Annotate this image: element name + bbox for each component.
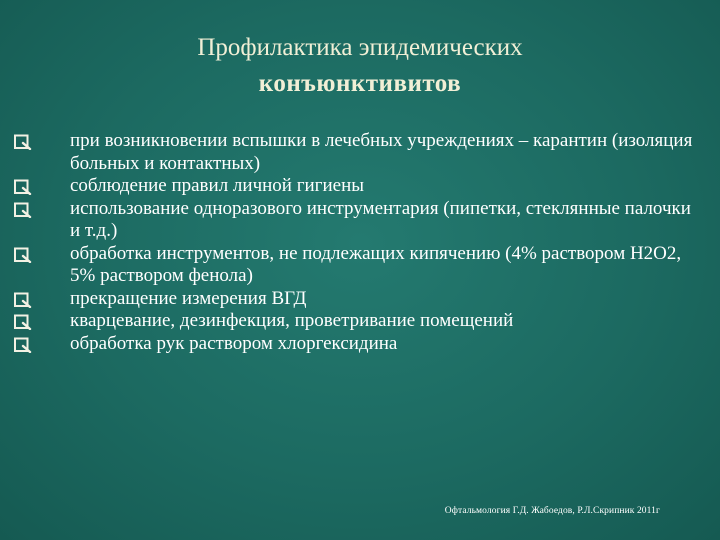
checkbox-bullet-icon	[14, 292, 32, 308]
bullet-item	[14, 198, 694, 243]
bullet-item	[14, 310, 694, 333]
checkbox-bullet-icon	[14, 202, 32, 218]
title-line-1: Профилактика эпидемических	[197, 34, 523, 61]
bullet-item	[14, 243, 694, 288]
bullet-text: кварцевание, дезинфекция, проветривание помещений	[70, 310, 514, 331]
bullet-item	[14, 333, 694, 356]
bullet-text: соблюдение правил личной гигиены	[70, 175, 365, 196]
checkbox-bullet-icon	[14, 134, 32, 150]
bullet-item	[14, 130, 694, 175]
bullet-text: прекращение измерения ВГД	[70, 287, 307, 309]
bullet-text: обработка инструментов, не подлежащих кипячению (4% раствором Н2О2, 5% раствором фенола)	[70, 242, 682, 286]
bullet-text: при возникновении вспышки в лечебных учреждениях – карантин (изоляция больных и контактных)	[70, 130, 693, 174]
checkbox-bullet-icon	[14, 179, 32, 195]
bullet-list	[14, 130, 694, 355]
checkbox-bullet-icon	[14, 314, 32, 330]
bullet-item	[14, 175, 694, 198]
title-line-2: конъюнктивитов	[258, 70, 462, 97]
bullet-text: обработка рук раствором хлоргексидина	[70, 332, 398, 354]
checkbox-bullet-icon	[14, 337, 32, 353]
checkbox-bullet-icon	[14, 247, 32, 263]
bullet-item	[14, 288, 694, 311]
slide-title	[60, 30, 660, 102]
footer-credit: Офтальмология Г.Д. Жабоедов, Р.Л.Скрипник 2011г	[444, 506, 660, 516]
bullet-text: использование одноразового инструментария (пипетки, стеклянные палочки и т.д.)	[70, 197, 691, 241]
